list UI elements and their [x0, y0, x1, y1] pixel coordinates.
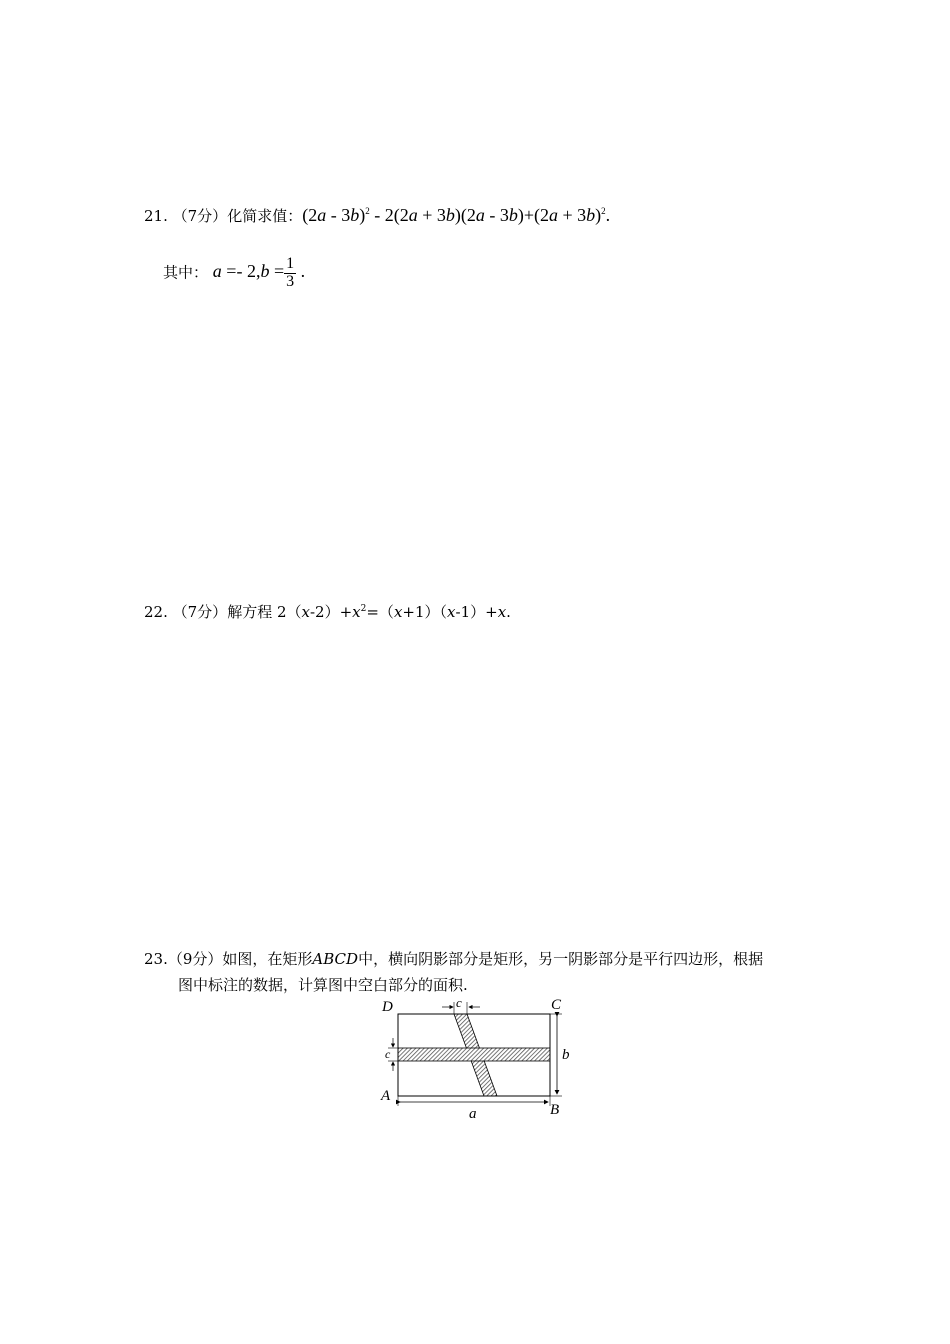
- q21-condition: a =- 2,b = $\frac{1}{3}$ .: [212, 255, 306, 290]
- rectangle-figure: [376, 994, 576, 1119]
- horizontal-shade: [398, 1048, 550, 1061]
- q23-number: 23.: [144, 950, 168, 968]
- label-b-vertex: B: [550, 1102, 560, 1118]
- q21-number: 21.: [144, 207, 168, 225]
- q21-line2: [163, 256, 305, 291]
- label-a-length: a: [469, 1106, 477, 1119]
- label-d: D: [382, 999, 393, 1015]
- q21-expression: $(2a - 3b)^2 - 2(2a + 3b)(2a - 3b)+(2a + 3b)^2$.: [302, 205, 611, 225]
- q22-prompt: 解方程 2（: [227, 603, 302, 621]
- q21-where-label: 其中：: [163, 263, 209, 282]
- q22-line: 22. （7分）解方程 $2(x-2)+x^2=(x+1)(x-1)+x$.: [144, 603, 511, 621]
- q23-line1: [144, 948, 763, 969]
- q21-prompt: 化简求值：: [227, 207, 303, 225]
- q21-line1: [144, 205, 610, 226]
- q23-line2: [178, 974, 468, 995]
- label-c-left: c: [385, 1047, 391, 1061]
- label-b-length: b: [562, 1047, 570, 1063]
- label-c-top: c: [456, 995, 462, 1010]
- q23-rect-name: ABCD: [312, 950, 359, 968]
- q22-number: 22.: [144, 603, 168, 621]
- label-a-vertex: A: [381, 1088, 391, 1104]
- label-c-vertex: C: [551, 997, 562, 1013]
- q23-text-line2: 图中标注的数据，计算图中空白部分的面积.: [178, 976, 468, 994]
- q23-points: （9分）: [167, 950, 223, 968]
- q23-text-part2: 中，横向阴影部分是矩形，另一阴影部分是平行四边形，根据: [358, 950, 764, 968]
- q22-points: （7分）: [172, 603, 228, 621]
- q21-fraction: $\frac{1}{3}$: [286, 255, 295, 290]
- q21-points: （7分）: [172, 207, 228, 225]
- q23-text-part1: 如图，在矩形: [222, 950, 313, 968]
